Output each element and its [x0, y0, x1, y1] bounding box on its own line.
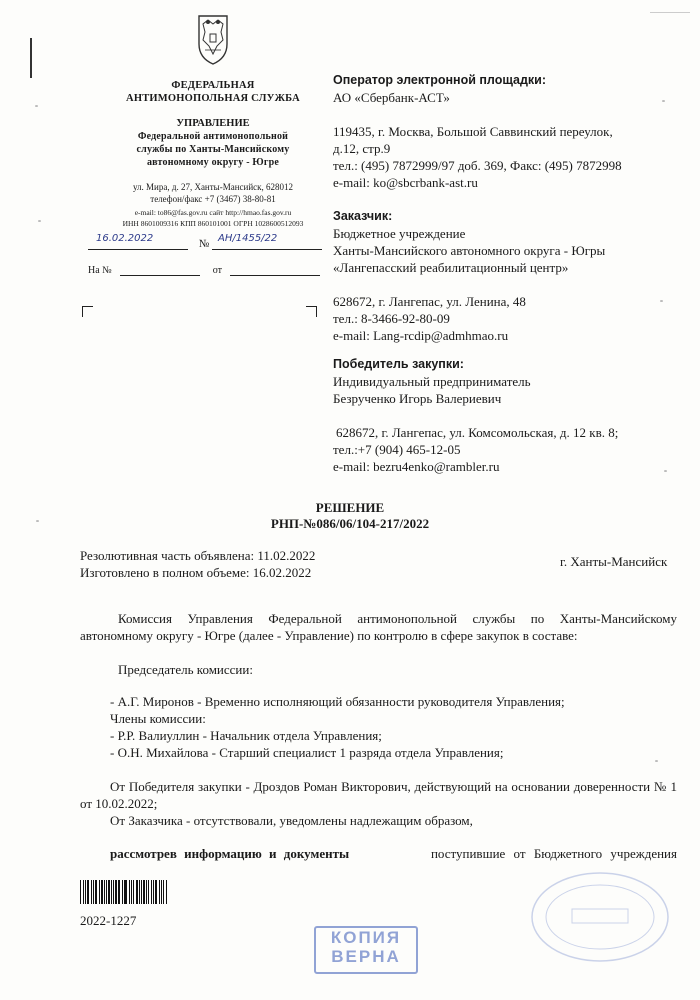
barcode-bar: [124, 880, 125, 904]
decision-title: РЕШЕНИЕ: [315, 500, 385, 515]
date-field: [88, 233, 188, 250]
winner-name: Индивидуальный предприниматель: [333, 374, 531, 389]
customer-name: «Лангепасский реабилитационный центр»: [333, 260, 569, 275]
na-field: [120, 262, 200, 276]
winner-phone: тел.:+7 (904) 465-12-05: [333, 442, 461, 457]
customer-header: Заказчик:: [333, 209, 393, 223]
dept-line: службы по Ханты-Мансийскому: [136, 144, 290, 155]
members-label: Члены комиссии:: [110, 711, 206, 726]
winner-header: Победитель закупки:: [333, 357, 464, 371]
barcode-bar: [148, 880, 149, 904]
barcode-bar: [143, 880, 144, 904]
barcode-bar: [85, 880, 86, 904]
barcode-bar: [93, 880, 94, 904]
operator-phone: тел.: (495) 7872999/97 доб. 369, Факс: (495) 7872998: [333, 158, 622, 173]
barcode-bar: [111, 880, 112, 904]
barcode-bar: [115, 880, 116, 904]
number-handwritten: АН/1455/22: [218, 233, 278, 244]
barcode-bar: [122, 880, 123, 904]
barcode-bar: [118, 880, 120, 904]
customer-representative: От Заказчика - отсутствовали, уведомлены надлежащим образом,: [110, 813, 473, 828]
barcode-bar: [99, 880, 100, 904]
operator-address: д.12, стр.9: [333, 141, 391, 156]
winner-name: Безрученко Игорь Валериевич: [333, 391, 502, 406]
coat-of-arms-icon: [191, 10, 235, 66]
customer-email: e-mail: Lang-rcdip@admhmao.ru: [333, 328, 509, 343]
scan-speck: [38, 220, 41, 222]
commission-intro: Комиссия Управления Федеральной антимонопольной службы по Ханты-Мансийскому автономному округу - Югре (далее - Управление) по контролю в сфере закупок в составе:: [80, 611, 677, 643]
announced-date: Резолютивная часть объявлена: 11.02.2022: [80, 548, 316, 563]
barcode-bar: [80, 880, 81, 904]
considering-rest: поступившие от Бюджетного учреждения: [430, 846, 677, 861]
barcode-bar: [106, 880, 107, 904]
org-name-line1: ФЕДЕРАЛЬНАЯ: [171, 80, 255, 91]
winner-address: 628672, г. Лангепас, ул. Комсомольская, д. 12 кв. 8;: [336, 425, 619, 440]
sender-email-site: e-mail: to86@fas.gov.ru сайт http://hmao.fas.gov.ru: [134, 208, 292, 217]
outgoing-ref-line: [88, 233, 338, 250]
barcode-bar: [161, 880, 162, 904]
customer-phone: тел.: 8-3466-92-80-09: [333, 311, 450, 326]
copy-verified-stamp: [314, 926, 418, 974]
scan-speck: [35, 105, 38, 107]
barcode-bar: [155, 880, 157, 904]
na-label: На №: [88, 265, 112, 276]
barcode-bar: [95, 880, 96, 904]
barcode-bar: [153, 880, 154, 904]
barcode-bar: [139, 880, 140, 904]
sender-block: [88, 10, 338, 229]
barcode-bar: [108, 880, 109, 904]
decision-number: РНП-№086/06/104-217/2022: [270, 516, 430, 531]
chair-label: Председатель комиссии:: [118, 662, 253, 677]
member: - О.Н. Михайлова - Старший специалист 1 разряда отдела Управления;: [110, 745, 504, 760]
barcode-bar: [87, 880, 89, 904]
scan-speck: [655, 760, 658, 762]
barcode-bar: [83, 880, 84, 904]
barcode-bar: [133, 880, 134, 904]
dept-line: автономному округу - Югре: [146, 157, 280, 168]
barcode-bar: [125, 880, 126, 904]
sender-requisites: ИНН 8601009316 КПП 860101001 ОГРН 1028600512093: [122, 219, 304, 228]
barcode-number: 2022-1227: [80, 913, 137, 928]
operator-name: АО «Сбербанк-АСТ»: [333, 90, 450, 105]
customer-address: 628672, г. Лангепас, ул. Ленина, 48: [333, 294, 526, 309]
barcode-bar: [146, 880, 147, 904]
barcode: [80, 880, 168, 904]
barcode-bar: [151, 880, 152, 904]
dept-title: УПРАВЛЕНИЕ: [176, 118, 250, 129]
address-corner-mark: [306, 306, 317, 317]
ot-field: [230, 262, 320, 276]
ot-label: от: [212, 265, 222, 276]
scan-edge: [650, 12, 690, 13]
org-name-line2: АНТИМОНОПОЛЬНАЯ СЛУЖБА: [126, 93, 300, 104]
customer-name: Бюджетное учреждение: [333, 226, 466, 241]
dept-line: Федеральной антимонопольной: [137, 131, 289, 142]
sender-address: ул. Мира, д. 27, Ханты-Мансийск, 628012: [132, 182, 294, 192]
address-corner-mark: [82, 306, 93, 317]
barcode-bar: [129, 880, 130, 904]
stamp-line: ВЕРНА: [331, 947, 401, 966]
incoming-ref-line: [88, 262, 348, 276]
barcode-bar: [104, 880, 105, 904]
barcode-bar: [131, 880, 132, 904]
barcode-bar: [166, 880, 167, 904]
number-field: [212, 233, 322, 250]
customer-name: Ханты-Мансийского автономного округа - Югры: [333, 243, 606, 258]
member: - Р.Р. Валиуллин - Начальник отдела Управления;: [110, 728, 382, 743]
stamp-line: КОПИЯ: [330, 928, 402, 947]
operator-email: e-mail: ko@sbcrbank-ast.ru: [333, 175, 478, 190]
decision-city: г. Ханты-Мансийск: [560, 554, 668, 569]
barcode-bar: [101, 880, 103, 904]
barcode-bar: [141, 880, 142, 904]
chair-member: - А.Г. Миронов - Временно исполняющий обязанности руководителя Управления;: [110, 694, 565, 709]
operator-header: Оператор электронной площадки:: [333, 73, 547, 87]
considering-line: [110, 845, 677, 862]
operator-address: 119435, г. Москва, Большой Саввинский переулок,: [333, 124, 613, 139]
winner-representative: От Победителя закупки - Дроздов Роман Викторович, действующий на основании доверенности № 1 от 10.02.2022;: [80, 779, 677, 811]
office-stamp-icon: [510, 865, 670, 965]
barcode-bar: [159, 880, 160, 904]
recipients-block: [333, 72, 673, 475]
date-handwritten: 16.02.2022: [96, 233, 154, 244]
winner-email: e-mail: bezru4enko@rambler.ru: [333, 459, 500, 474]
barcode-bar: [113, 880, 114, 904]
margin-mark: [30, 38, 32, 78]
barcode-bar: [136, 880, 138, 904]
barcode-bar: [163, 880, 164, 904]
sender-phone: телефон/факс +7 (3467) 38-80-81: [150, 194, 276, 204]
number-label: №: [198, 238, 210, 250]
barcode-bar: [91, 880, 92, 904]
made-date: Изготовлено в полном объеме: 16.02.2022: [80, 565, 312, 580]
considering-bold: рассмотрев информацию и документы: [110, 846, 350, 861]
